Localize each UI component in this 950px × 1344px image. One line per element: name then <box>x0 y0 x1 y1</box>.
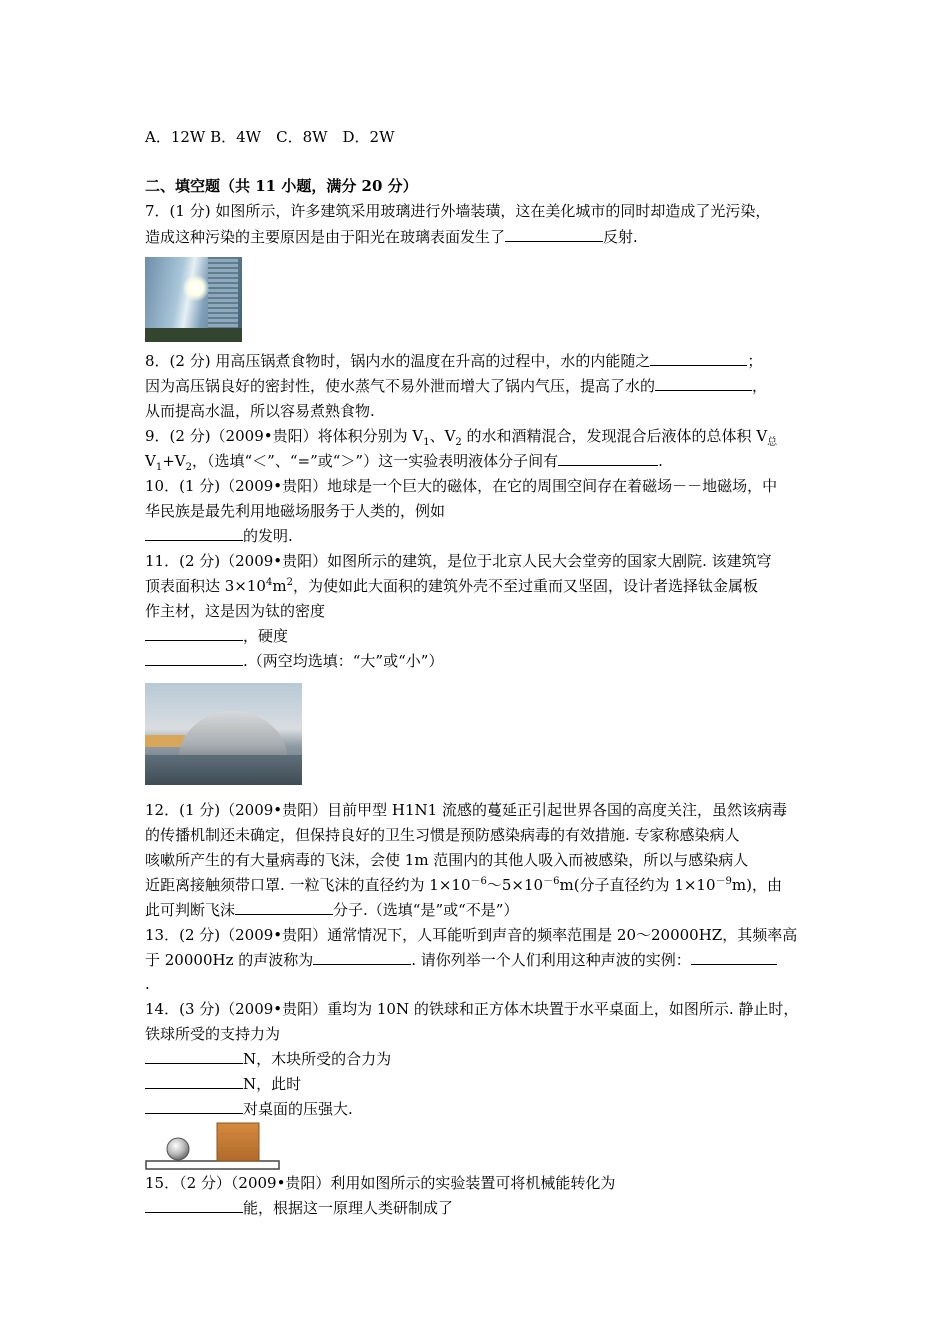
q12-text-d: m)，由 <box>731 876 782 894</box>
q13-line3: . <box>145 975 150 993</box>
q11-blank-1[interactable] <box>145 626 243 641</box>
section-title: 二、填空题（共 11 小题，满分 20 分） <box>145 177 418 195</box>
q8-line1 <box>145 351 762 371</box>
q11-line4 <box>145 626 288 646</box>
q9-sub-3: 1 <box>155 462 163 473</box>
q11-blank-2[interactable] <box>145 651 243 666</box>
q14-line5 <box>145 1099 353 1119</box>
q14-line2: 铁球所受的支持力为 <box>145 1025 281 1043</box>
q7-line2 <box>145 227 638 247</box>
iron-ball <box>167 1138 189 1160</box>
q11-text-c: ，为使如此大面积的建筑外壳不至过重而又坚固，设计者选择钛金属板 <box>292 577 758 595</box>
q12-line3: 咳嗽所产生的有大量病毒的飞沫，会使 1m 范围内的其他人吸入而被感染，所以与感染病人 <box>145 851 749 869</box>
q11-line2 <box>145 576 758 596</box>
q15-blank[interactable] <box>145 1198 243 1213</box>
q12-blank[interactable] <box>235 900 333 915</box>
q9-line2 <box>145 451 663 471</box>
building-glow <box>145 735 185 747</box>
q9-text-e: +V <box>162 452 186 470</box>
q13-blank-2[interactable] <box>691 950 777 965</box>
national-theatre-image <box>145 683 302 785</box>
q12-text-a: 近距离接触须带口罩. 一粒飞沫的直径约为 1×10 <box>145 876 471 894</box>
q12-line4 <box>145 875 782 895</box>
q8-text-a: 8．(2 分) 用高压锅煮食物时，锅内水的温度在升高的过程中，水的内能随之 <box>145 352 651 370</box>
q12-text-e: 此可判断飞沫 <box>145 901 236 919</box>
q15-line2 <box>145 1198 453 1218</box>
sun-glare <box>183 275 209 301</box>
q12-text-b: ～5×10 <box>486 876 544 894</box>
q9-text-c: 的水和酒精混合，发现混合后液体的总体积 V <box>461 427 768 445</box>
q15-text: 能，根据这一原理人类研制成了 <box>243 1199 454 1217</box>
q14-blank-2[interactable] <box>145 1074 243 1089</box>
q12-line2: 的传播机制还未确定，但保持良好的卫生习惯是预防感染病毒的有效措施. 专家称感染病人 <box>145 826 740 844</box>
q15-line1: 15．（2 分）（2009•贵阳）利用如图所示的实验装置可将机械能转化为 <box>145 1174 616 1192</box>
q9-text-f: ，（选填“＜”、“=”或“＞”）这一实验表明液体分子间有 <box>192 452 559 470</box>
q10-line2: 华民族是最先利用地磁场服务于人类的，例如 <box>145 502 446 520</box>
q14-blank-1[interactable] <box>145 1049 243 1064</box>
q11-sup-1: 4 <box>265 577 273 588</box>
trees-shape <box>145 328 242 342</box>
q10-line3 <box>145 526 293 546</box>
q12-line1: 12．(1 分)（2009•贵阳）目前甲型 H1N1 流感的蔓延正引起世界各国的高度关注，虽然该病毒 <box>145 801 787 819</box>
q8-blank-1[interactable] <box>650 351 747 366</box>
q12-sup-1: －6 <box>470 876 487 887</box>
q7-text-b: 反射. <box>603 228 638 246</box>
q14-text-a: N，木块所受的合力为 <box>243 1050 392 1068</box>
q9-sub-4: 2 <box>185 462 192 473</box>
q12-line5 <box>145 900 518 920</box>
q11-text-e: .（两空均选填：“大”或“小”） <box>243 652 444 670</box>
ball-and-block-figure <box>145 1122 280 1170</box>
q10-text: 的发明. <box>243 527 293 545</box>
q14-text-b: N，此时 <box>243 1075 302 1093</box>
q11-line1: 11．(2 分)（2009•贵阳）如图所示的建筑，是位于北京人民大会堂旁的国家大剧院. 该建筑穹 <box>145 552 772 570</box>
q14-line4 <box>145 1074 301 1094</box>
q13-line2 <box>145 950 777 970</box>
q14-line3 <box>145 1049 391 1069</box>
q9-text-b: 、V <box>429 427 456 445</box>
q13-line1: 13．(2 分)（2009•贵阳）通常情况下，人耳能听到声音的频率范围是 20～20000HZ，其频率高 <box>145 926 798 944</box>
q9-sub-1: 1 <box>423 437 430 448</box>
q10-line1: 10．(1 分)（2009•贵阳）地球是一个巨大的磁体，在它的周围空间存在着磁场－－地磁场，中 <box>145 477 778 495</box>
q7-blank[interactable] <box>505 227 603 242</box>
q7-text-a: 造成这种污染的主要原因是由于阳光在玻璃表面发生了 <box>145 228 506 246</box>
answer-options: A．12W B．4W C．8W D．2W <box>145 128 395 146</box>
q13-text-b: . 请你列举一个人们利用这种声波的实例： <box>411 951 691 969</box>
q9-text-g: . <box>658 452 663 470</box>
q12-sup-3: －9 <box>715 876 732 887</box>
q14-text-c: 对桌面的压强大. <box>243 1100 353 1118</box>
q14-blank-3[interactable] <box>145 1099 243 1114</box>
q12-text-c: m(分子直径约为 1×10 <box>559 876 716 894</box>
q7-line1: 7．(1 分) 如图所示，许多建筑采用玻璃进行外墙装璜，这在美化城市的同时却造成了光污染， <box>145 202 771 220</box>
q8-line3: 从而提高水温，所以容易煮熟食物. <box>145 402 375 420</box>
q11-text-a: 顶表面积达 3×10 <box>145 577 266 595</box>
water-shape <box>145 755 302 785</box>
wood-block <box>217 1123 259 1161</box>
q8-text-c: 因为高压锅良好的密封性，使水蒸气不易外泄而增大了锅内气压，提高了水的 <box>145 377 656 395</box>
q8-text-d: ， <box>752 377 768 395</box>
glass-building-image <box>145 257 242 342</box>
q12-sup-2: －6 <box>543 876 560 887</box>
q8-blank-2[interactable] <box>655 376 752 391</box>
q8-text-b: ； <box>747 352 763 370</box>
q11-sup-2: 2 <box>286 577 293 588</box>
q13-blank-1[interactable] <box>313 950 411 965</box>
q11-text-d: ，硬度 <box>243 627 289 645</box>
q9-sub-total: 总 <box>767 437 778 448</box>
q9-sub-2: 2 <box>455 437 462 448</box>
table-surface <box>146 1161 279 1169</box>
q8-line2 <box>145 376 767 396</box>
q12-text-f: 分子.（选填“是”或“不是”） <box>333 901 519 919</box>
q9-line1 <box>145 426 777 446</box>
q11-line5 <box>145 651 443 671</box>
q13-text-a: 于 20000Hz 的声波称为 <box>145 951 314 969</box>
q14-line1: 14．(3 分)（2009•贵阳）重均为 10N 的铁球和正方体木块置于水平桌面上，如图所示. 静止时， <box>145 1000 799 1018</box>
q9-text-a: 9．(2 分)（2009•贵阳）将体积分别为 V <box>145 427 424 445</box>
q9-blank[interactable] <box>558 451 658 466</box>
q11-line3: 作主材，这是因为钛的密度 <box>145 602 326 620</box>
q11-text-b: m <box>272 577 287 595</box>
q9-text-d: V <box>145 452 156 470</box>
q10-blank[interactable] <box>145 526 243 541</box>
